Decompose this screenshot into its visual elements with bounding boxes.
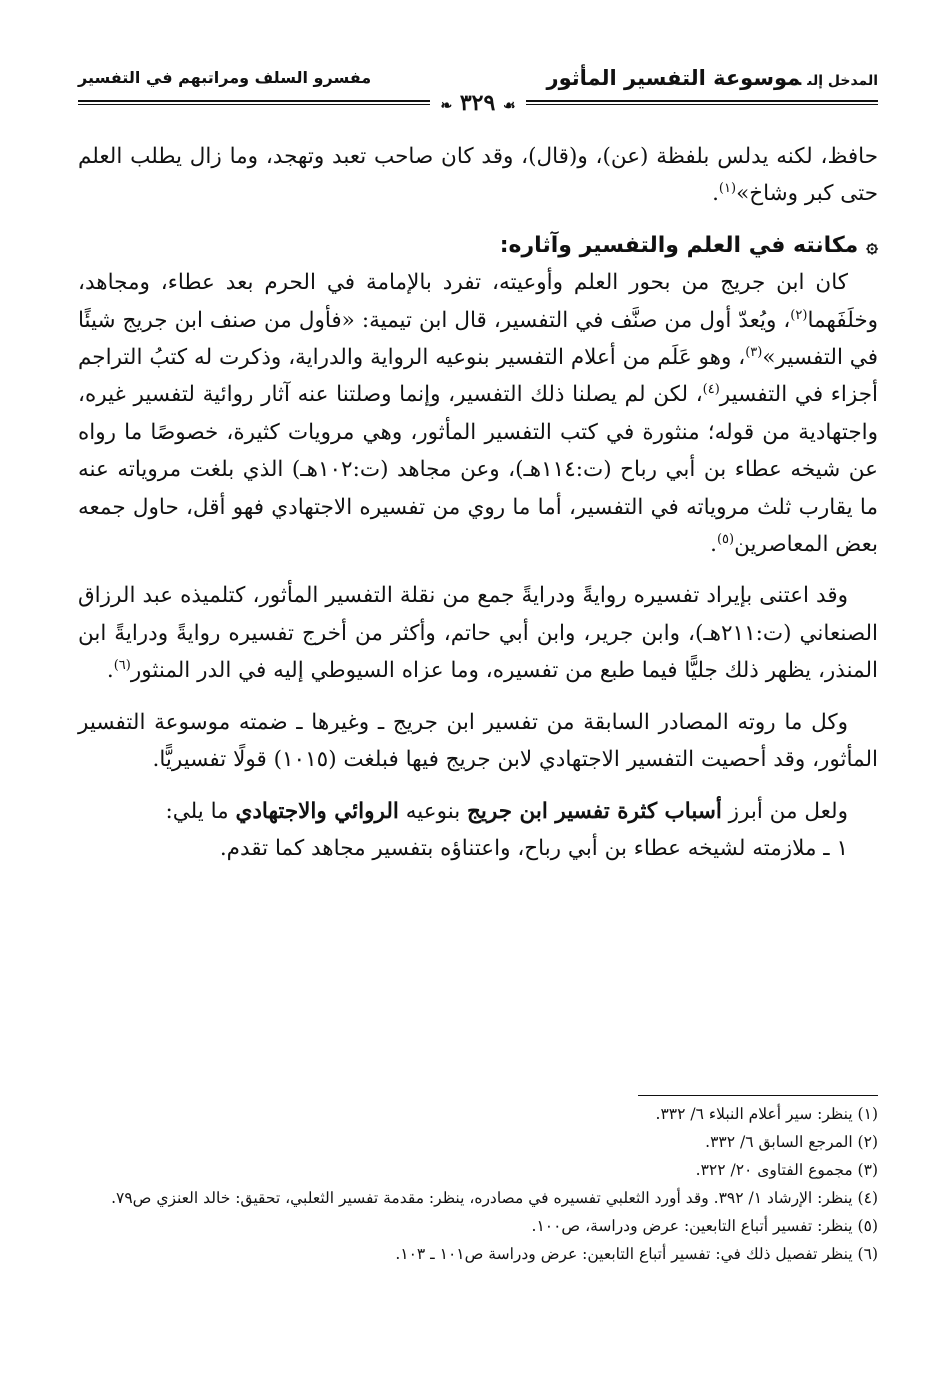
ornament-icon: ❧: [440, 98, 453, 114]
footnote-ref: (٦): [113, 658, 131, 674]
section-title: مفسرو السلف ومراتبهم في التفسير: [78, 68, 372, 87]
list-item: ١ ـ ملازمته لشيخه عطاء بن أبي رباح، واعتناؤه بتفسير مجاهد كما تقدم.: [219, 835, 848, 861]
footnote: (٢) المرجع السابق ٦/ ٣٣٢.: [705, 1133, 878, 1151]
footnote: (٦) ينظر تفصيل ذلك في: تفسير أتباع التابعين: عرض ودراسة ص١٠١ ـ ١٠٣.: [395, 1245, 878, 1263]
footnote: (١) ينظر: سير أعلام النبلاء ٦/ ٣٣٢.: [655, 1105, 878, 1123]
footnote: (٤) ينظر: الإرشاد ١/ ٣٩٢. وقد أورد الثعلبي تفسيره في مصادره، ينظر: مقدمة تفسير الثعلبي، تحقيق: خالد العنزي ص٧٩.: [111, 1189, 878, 1207]
page-number-value: ٣٢٩: [459, 90, 496, 116]
ornament-icon: ☙: [502, 98, 516, 114]
section-heading: ۞مكانته في العلم والتفسير وآثاره:: [499, 232, 878, 258]
main-text: [78, 138, 878, 867]
footnotes: [78, 1100, 878, 1268]
footnote: (٥) ينظر: تفسير أتباع التابعين: عرض ودراسة، ص١٠٠.: [531, 1217, 878, 1235]
page-number: [430, 89, 526, 117]
paragraph-5: ولعل من أبرز أسباب كثرة تفسير ابن جريج بنوعيه الروائي والاجتهادي ما يلي:: [165, 798, 848, 824]
footnote-ref: (٤): [702, 382, 720, 398]
footnote-ref: (١): [718, 181, 737, 197]
footnote-separator: [638, 1095, 878, 1096]
paragraph-3: وقد اعتنى بإيراد تفسيره روايةً ودرايةً جمع من نقلة التفسير المأثور، كتلميذه عبد الرزاق الصنعاني (ت:٢١١هـ)، وابن جرير، وابن أبي حاتم، وأكثر من أخرج تفسيره روايةً ودرايةً ابن المنذر، يظهر ذلك جليًّا فيما طبع من تفسيره، وما عزاه السيوطي إليه في الدر المنثور$^{(٦)}$.: [78, 583, 878, 684]
paragraph-4: وكل ما روته المصادر السابقة من تفسير ابن جريج ـ وغيرها ـ ضمته موسوعة التفسير المأثور، وقد أحصيت التفسير الاجتهادي لابن جريج فيها فبلغت (١٠١٥) قولًا تفسيريًّا.: [78, 709, 878, 773]
flower-icon: ۞: [866, 232, 878, 257]
paragraph-1: حافظ، لكنه يدلس بلفظة (عن)، و(قال)، وقد كان صاحب تعبد وتهجد، وما زال يطلب العلم حتى كبر وشاخ»$^{(١)}$.: [78, 144, 878, 207]
footnote-ref: (٥): [716, 531, 735, 547]
footnote-ref: (٢): [790, 307, 808, 323]
paragraph-2: كان ابن جريج من بحور العلم وأوعيته، تفرد بالإمامة في الحرم بعد عطاء، ومجاهد، وخلَفَهما$^{(٢)}$، ويُعدّ أول من صنَّف في التفسير، قال ابن تيمية: «فأول من صنف ابن جريج شيئًا في التفسير»$^{(٣)}$، وهو عَلَم من أعلام التفسير بنوعيه الرواية والدراية، وذكرت له كتبُ التراجم أجزاء في التفسير$^{(٤)}$، لكن لم يصلنا ذلك التفسير، وإنما وصلتنا عنه آثار روائية لتفسير غيره، واجتهادية من قوله؛ منثورة في كتب التفسير المأثور، وهي مرويات كثيرة، خصوصًا ما رواه عن شيخه عطاء بن أبي رباح (ت:١١٤هـ)، وعن مجاهد (ت:١٠٢هـ) الذي بلغت مروياته عنه ما يقارب ثلث مروياته في التفسير، أما ما روي من تفسيره الاجتهادي فهو أقل، حاول جمعه بعض المعاصرين$^{(٥)}$.: [78, 270, 878, 558]
book-title: [547, 66, 879, 90]
book-title-main: موسوعة التفسير المأثور: [546, 66, 802, 90]
footnote: (٣) مجموع الفتاوى ٢٠/ ٣٢٢.: [695, 1161, 878, 1179]
book-title-prefix: المدخل إلى: [807, 73, 878, 89]
footnote-ref: (٣): [745, 344, 763, 360]
